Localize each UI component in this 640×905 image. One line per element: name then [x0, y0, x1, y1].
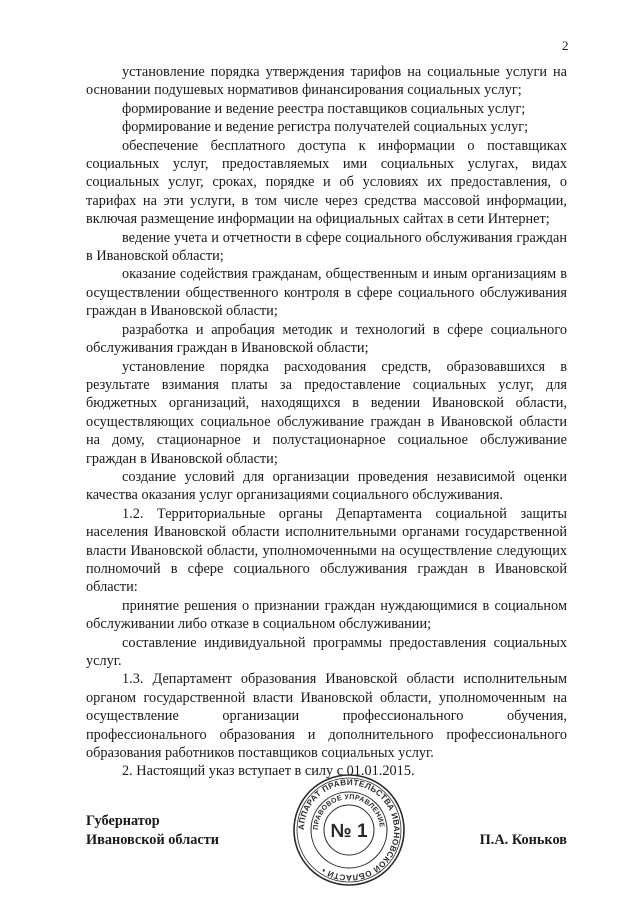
page-number: 2 [562, 38, 569, 53]
seal-number: № 1 [330, 821, 368, 842]
paragraph: формирование и ведение регистра получателей социальных услуг; [122, 119, 529, 136]
paragraph: создание условий для организации проведения независимой оценки качества оказания услуг организациями социального обслуживания. [86, 468, 567, 504]
paragraph: 1.2. Территориальные органы Департамента социальной защиты населения Ивановской области исполнительными органами государственной власти Ивановской области, уполномоченными на осуществление следующих полномочий в сфере социального обслуживания граждан в Ивановской области: [86, 505, 567, 596]
paragraph: оказание содействия гражданам, общественным и иным организациям в осуществлении общественного контроля в сфере социального обслуживания граждан в Ивановской области; [86, 266, 567, 320]
signatory-name: П.А. Коньков [479, 832, 567, 848]
paragraph: 1.3. Департамент образования Ивановской области исполнительным органом государственной власти Ивановской области, уполномоченным на осуществление организации профессионального обучения, профессионального образования и дополнительного профессионального образования работников поставщиков социальных услуг. [86, 671, 567, 762]
paragraph: обеспечение бесплатного доступа к информации о поставщиках социальных услуг, предоставляемых ими социальных услугах, видах социальных услуг, сроках, порядке и об условиях их предоставления, о тарифах на эти услуги, в том числе через средства массовой информации, включая размещение информации на официальных сайтах в сети Интернет; [86, 137, 567, 228]
paragraph: установление порядка утверждения тарифов на социальные услуги на основании подушевых нормативов финансирования социальных услуг; [86, 64, 567, 99]
seal-outer-textpath: АППАРАТ ПРАВИТЕЛЬСТВА ИВАНОВСКОЙ ОБЛАСТИ • [296, 777, 402, 883]
seal-inner-textpath: ПРАВОВОЕ УПРАВЛЕНИЕ [312, 793, 385, 831]
official-seal [291, 772, 407, 888]
position-line: Губернатор [86, 813, 160, 829]
signatory-position [86, 812, 219, 850]
paragraph: 2. Настоящий указ вступает в силу с 01.01.2015. [122, 763, 415, 780]
paragraph: принятие решения о признании граждан нуждающимися в социальном обслуживании либо отказе в социальном обслуживании; [86, 597, 567, 633]
position-line: Ивановской области [86, 832, 219, 848]
paragraph: разработка и апробация методик и технологий в сфере социального обслуживания граждан в Ивановской области; [86, 321, 567, 357]
paragraph: формирование и ведение реестра поставщиков социальных услуг; [122, 100, 526, 117]
paragraph: установление порядка расходования средств, образовавшихся в результате взимания платы за предоставление социальных услуг, для бюджетных организаций, находящихся в ведении Ивановской области, осуществляющих социальное обслуживание граждан в Ивановской области на дому, стационарное и полустационарное социальное обслуживание граждан в Ивановской области; [86, 358, 567, 467]
paragraph: ведение учета и отчетности в сфере социального обслуживания граждан в Ивановской области; [86, 229, 567, 265]
document-body [86, 63, 567, 781]
paragraph: составление индивидуальной программы предоставления социальных услуг. [86, 634, 567, 669]
